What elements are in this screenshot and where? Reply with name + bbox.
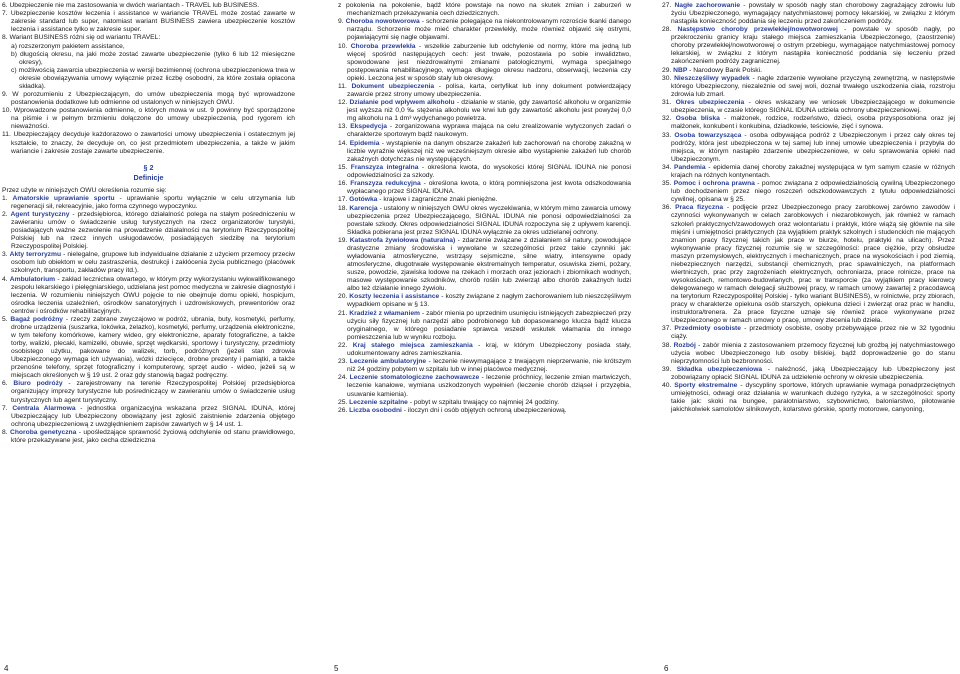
definition-term: Franszyza redukcyjna (350, 180, 421, 188)
item-text: - nagłe zdarzenie wywołane przyczyną zewnętrzną, w następstwie którego Ubezpieczony, niezależnie od swej woli, doznał trwałego uszkodzenia ciała, rozstroju zdrowia lub zmarł. (671, 74, 956, 98)
item-text: Ubezpieczenie nie ma zastosowania w dwóch wariantach - TRAVEL lub BUSINESS. (9, 2, 260, 9)
item-text: - zakład lecznictwa otwartego, w którym przy wykorzystaniu wykwalifikowanego zespołu lekarskiego i pielęgniarskiego, udzielana jest pomoc medyczna w zakresie diagnostyki i leczenia. W rozumieniu niniejszych OWU pojęcie to nie obejmuje domu opieki, hospicjum, ośrodka leczenia uzależnień, ośrodków sanatoryjnych i uzdrowiskowych, prewentoriów oraz centrów i ośrodków rehabilitacyjnych. (11, 275, 296, 315)
list-item (338, 399, 631, 407)
definition-term: Akty terroryzmu (9, 251, 62, 259)
list-item (338, 83, 631, 99)
item-number: 17. (338, 196, 348, 204)
item-text: - wszelkie zaburzenie lub odchylenie od normy, które ma jedną lub więcej spośród następujących cech: jest trwałe, pozostawia po sobie inwalidztwo, spowodowane jest niezdrowalnymi zmianami patologicznymi, wymaga specjalnego postępowania rehabilitacyjnego, wymaga długiego okresu nadzoru, obserwacji, leczenia czy opieki. Leczona jest w sposób stały lub okresowy. (347, 42, 632, 82)
item-number: 4. (2, 275, 8, 283)
list-item (338, 293, 631, 309)
item-number: 1. (2, 194, 8, 202)
list-item (662, 75, 955, 99)
list-item (662, 366, 955, 382)
list-item (2, 67, 295, 91)
item-text: - schorzenie polegające na niekontrolowanym rozroście tkanki danego narządu. Schorzenie może mieć charakter przewlekły, może również objawić się ostrymi, pojawiającymi się nagle objawami. (347, 18, 631, 42)
definition-term: Leczenie szpitalne (349, 398, 408, 406)
definition-term: Katastrofa żywiołowa (naturalna) (349, 236, 456, 244)
column-left (2, 2, 295, 445)
item-text: - okres wskazany we wniosek Ubezpieczającego w dokumencie ubezpieczenia, w czasie którego SIGNAL IDUNA udziela ochrony ubezpieczeniowej. (671, 99, 955, 115)
item-text: - małżonek, rodzice, rodzeństwo, dzieci, osoba przysposobiona oraz jej małżonek, konkubent i konkubina, dziadkowie, teściowie, zięć i synowa. (671, 115, 955, 131)
definition-term: Dokument ubezpieczenia (351, 82, 435, 90)
item-text: Wariant BUSINESS różni się od wariantu TRAVEL: (9, 34, 161, 42)
item-text: - nielegalne, grupowe lub indywidualne działanie z użyciem przemocy przeciw osobom lub obiektom w celu zastraszenia, destrukcji i zakłócenia życia publicznego (placówek szkolnych, transportu, zakładów pracy itd.). (11, 251, 295, 275)
item-number: 20. (338, 293, 348, 301)
item-number: 38. (662, 341, 672, 349)
definition-term: Pomoc i ochrona prawna (673, 180, 755, 188)
item-number: 6. (2, 380, 8, 388)
definition-term: Gotówka (349, 196, 378, 204)
item-number: 34. (662, 163, 672, 171)
definition-term: Osoba towarzysząca (674, 131, 742, 139)
item-number: 26. (338, 406, 348, 414)
definition-term: Pandemia (674, 163, 706, 171)
item-text: możliwością zawarcia ubezpieczenia w wersji bezimiennej (ochrona ubezpieczeniowa trwa w okresie obowiązywania umowy wyłącznie przez liczbę osobodni, za które została opłacona składka). (18, 66, 295, 90)
list-item (338, 2, 631, 18)
item-number: 12. (338, 99, 348, 107)
item-number: b) (11, 50, 17, 58)
item-number: 6. (2, 2, 8, 9)
item-number: 28. (662, 26, 672, 34)
definition-term: NBP (673, 66, 688, 74)
list-item (338, 18, 631, 42)
list-item (338, 180, 631, 196)
item-text: W porozumieniu z Ubezpieczającym, do umów ubezpieczenia mogą być wprowadzone postanowienia dodatkowe lub odmienne od ustalonych w niniejszych OWU. (11, 90, 296, 106)
list-item (2, 195, 295, 211)
list-item (662, 382, 955, 414)
item-text: - epidemia danej choroby zakaźnej występująca w tym samym czasie w różnych krajach na różnych kontynentach. (671, 163, 955, 179)
definition-term: Nagłe zachorowanie (674, 2, 741, 9)
item-number: 3. (2, 251, 8, 259)
list-item (338, 43, 631, 83)
list-item (2, 51, 295, 67)
list-item (338, 374, 631, 398)
list-item (2, 276, 295, 316)
list-item (2, 211, 295, 251)
list-item (2, 91, 295, 107)
item-text: - osoba odbywająca podróż z Ubezpieczonym i przez cały okres tej podróży, która jest ubezpieczona w tej samej lub innej umowie ubezpieczenia i przybyła do miejsca, w którym nastąpiło zdarzenie ubezpieczeniowe, w celu sprawowania opieki nad Ubezpieczonym. (671, 131, 955, 163)
list-item (338, 407, 631, 415)
list-item (338, 123, 631, 139)
list-item (2, 251, 295, 275)
item-text: - iloczyn dni i osób objętych ochroną ubezpieczeniową. (401, 406, 567, 414)
list-item (662, 164, 955, 180)
item-number: 37. (662, 325, 672, 333)
list-item (2, 107, 295, 131)
item-number: 31. (662, 99, 672, 107)
item-text: - przedsiębiorca, którego działalność polega na stałym pośredniczeniu w zawieraniu umów o świadczenie usług turystycznych na rzecz organizatorów turystyki, posiadających ważne zezwolenie na prowadzenie działalności na terytorium Rzeczypospolitej Polskiej lub na rzecz innych usługodawców, posiadających siedzibę na terytorium Rzeczypospolitej Polskiej. (11, 210, 295, 251)
page-number-center: 5 (334, 664, 339, 673)
definition-term: Bagaż podróżny (10, 315, 64, 323)
definition-term: Leczenie stomatologiczne zachowawcze (349, 374, 480, 382)
definition-term: Choroba nowotworowa (345, 18, 420, 26)
item-text: - leczenie niewymagające z trwającym nieprzerwanie, nie krótszym niż 24 godziny pobytem w szpitalu lub w innej placówce medycznej. (347, 358, 632, 374)
page-number-right: 6 (664, 664, 669, 673)
item-number: 32. (662, 115, 672, 123)
item-number: 22. (338, 341, 348, 349)
item-text: - Narodowy Bank Polski. (687, 66, 762, 74)
list-item (662, 26, 955, 66)
item-number: 8. (2, 428, 8, 436)
item-number: 21. (338, 309, 348, 317)
definition-term: Osoba bliska (675, 115, 720, 123)
item-number: 14. (338, 139, 348, 147)
list-item (2, 380, 295, 404)
list-item (338, 310, 631, 342)
definition-term: Ekspedycja (350, 123, 387, 131)
definition-term: Epidemia (349, 139, 380, 147)
list-item (338, 358, 631, 374)
definition-term: Działanie pod wpływem alkoholu (349, 99, 455, 107)
item-number: 27. (662, 2, 672, 9)
list-item (662, 204, 955, 325)
item-number: 11. (2, 131, 11, 139)
item-text: - jednostka organizacyjna wskazana przez SIGNAL IDUNA, której Ubezpieczający lub Ubezpieczony obowiązany jest zgłosić zaistnienie zdarzenia objętego ochroną ubezpieczeniową z uwzględnieniem zapisów zawartych w § 14 ust. 1. (11, 404, 295, 428)
item-text: - leczenie próchnicy, leczenie zmian martwiczych, leczenie kanałowe, wymiana uszkodzonych wypełnień (leczenie chorób dziąseł i przyzębia, usuwanie kamienia). (347, 374, 631, 398)
list-item (2, 316, 295, 380)
item-text: - pobyt w szpitalu trwający co najmniej 24 godziny. (407, 398, 560, 406)
item-number: 24. (338, 374, 348, 382)
list-item (338, 164, 631, 180)
item-number: 10. (2, 107, 12, 115)
definition-term: Choroba genetyczna (10, 428, 77, 436)
item-number: 16. (338, 180, 348, 188)
list-item (662, 180, 955, 204)
item-text: - krajowe i zagraniczne znaki pieniężne. (377, 196, 498, 204)
list-item (338, 237, 631, 293)
list-item (338, 205, 631, 237)
item-number: 40. (662, 382, 672, 390)
list-item (662, 325, 955, 341)
definition-term: Rozbój (673, 341, 696, 349)
section-title: Definicje (133, 172, 164, 182)
list-item (338, 99, 631, 123)
list-item (2, 429, 295, 445)
item-text: - zabór mienia po uprzednim usunięciu istniejących zabezpieczeń przy użyciu siły fizycznej lub narzędzi albo podrobionego lub dopasowanego klucza bądź klucza oryginalnego, w którego posiadanie sprawca wszedł wskutek włamania do innego pomieszczenia lub w wyniku rozboju. (347, 309, 631, 341)
item-number: 8. (2, 34, 8, 42)
list-item (338, 196, 631, 204)
definition-term: Kraj stałego miejsca zamieszkania (352, 341, 473, 349)
item-number: 15. (338, 163, 348, 171)
item-number: 9. (2, 90, 8, 98)
definition-term: Praca fizyczna (675, 204, 724, 212)
definition-term: Nieszczęśliwy wypadek (674, 74, 750, 82)
item-number: 13. (338, 123, 348, 131)
item-number: 18. (338, 204, 348, 212)
item-text: - działanie w stanie, gdy zawartość alkoholu w organizmie jest wyższa niż 0,0 ‰ stężenia alkoholu we krwi lub gdy zawartość alkoholu jest powyżej 0,0 mg alkoholu na 1 dm³ wydychanego powietrza. (347, 99, 632, 123)
item-text: - należność, jaką Ubezpieczający lub Ubezpieczony jest zobowiązany opłacić SIGNAL IDUNA za udzielenie ochrony w okresie ubezpieczenia. (671, 365, 956, 381)
item-text: z pokolenia na pokolenie, bądź które powstaje na nowo na skutek zmian i zaburzeń w mechanizmach przekazywania cech dziedzicznych. (338, 2, 631, 18)
definition-term: Okres ubezpieczenia (675, 99, 745, 107)
list-item (338, 342, 631, 358)
list-item (2, 43, 295, 51)
item-number: 7. (2, 10, 8, 18)
list-item (662, 2, 955, 26)
definition-term: Kradzież z włamaniem (349, 309, 420, 317)
definition-term: Następstwo choroby przewlekłej/nowotworowej (677, 26, 838, 34)
item-number: a) (11, 42, 17, 50)
definition-term: Biuro podróży (13, 380, 63, 388)
list-item (2, 2, 295, 10)
definition-term: Centrala Alarmowa (12, 404, 76, 412)
item-text: - zabór mienia z zastosowaniem przemocy fizycznej lub groźbą jej natychmiastowego użycia wobec Ubezpieczonego lub osoby bliskiej, bądź doprowadzenie go do stanu nieprzytomności lub bezbronności. (671, 341, 956, 365)
page-number-left: 4 (4, 664, 9, 673)
definition-term: Amatorskie uprawianie sportu (12, 194, 115, 202)
item-number: 9. (338, 18, 344, 26)
list-item (2, 34, 295, 42)
item-text: - powstałe w sposób nagły, po przekroczeniu granicy kraju stałego miejsca zamieszkania Ubezpieczonego, (zaostrzenie) choroby przewlekłej/nowotworowej o ostrym przebiegu, wymagające natychmiastowej pomocy lekarskiej, w związku z którym nastąpiła konieczność poddania się leczeniu przed zakończeniem podróży zagranicznej. (671, 26, 956, 66)
list-item (662, 67, 955, 75)
item-text: - upośledzające sprawność życiową odchylenie od stanu prawidłowego, które przekazywane jest, jako cecha dziedziczna (11, 428, 296, 445)
item-text: - powstały w sposób nagły stan chorobowy zagrażający zdrowiu lub życiu Ubezpieczonego, wymagający natychmiastowej pomocy lekarskiej, w związku z którym nastąpiła konieczność poddania się leczeniu przed zakończeniem podróży. (671, 2, 956, 26)
list-item (662, 342, 955, 366)
item-text: - uprawianie sportu wyłącznie w celu utrzymania lub regeneracji sił, rekreacyjnie, jako forma czynnego wypoczynku. (11, 194, 295, 210)
section-number: § 2 (143, 162, 154, 172)
item-number: 39. (662, 365, 672, 373)
item-text: - zorganizowana wyprawa mająca na celu zrealizowanie wytyczonych zadań o charakterze sportowym bądź naukowym. (347, 123, 632, 139)
definition-term: Koszty leczenia i assistance (349, 293, 440, 301)
item-text: Ubezpieczenie kosztów leczenia i assistance w wariancie TRAVEL może zostać zawarte w zakresie standard lub super, natomiast wariant BUSINESS zawiera ubezpieczenie kosztów leczenia i assistance tylko w zakresie super. (10, 10, 296, 34)
item-number: 5. (2, 315, 8, 323)
item-number: 33. (662, 131, 672, 139)
item-number: 7. (2, 404, 8, 412)
list-item (2, 131, 295, 155)
item-text: Ubezpieczający decyduje każdorazowo o zawartości umowy ubezpieczenia i ostatecznym jej kształcie, to znaczy, że decyduje on, co jest przedmiotem ubezpieczenia, a także w jakim wariancie i zakresie zostaje zawarte ubezpieczenie. (11, 131, 295, 155)
item-text: - dyscypliny sportowe, których uprawianie wymaga ponadprzeciętnych umiejętności, odwagi oraz działania w warunkach dużego ryzyka, a w szczególności: sporty takie jak: skoki na bungee, paralotniarstwo, szybownictwo, baloniarstwo, pilotowanie jakichkolwiek samolotów silnikowych, kolarstwo górskie, sporty motorowe, canyoning, (671, 382, 956, 414)
item-text: - zarejestrowany na terenie Rzeczypospolitej Polskiej przedsiębiorca organizujący imprezy turystyczne lub pośredniczący w zawieraniu umów o świadczenie usług turystycznych lub agent turystyczny. (11, 380, 295, 404)
item-number: 25. (338, 398, 348, 406)
item-number: 10. (338, 42, 348, 50)
item-number: 19. (338, 236, 348, 244)
item-text: - kraj, w którym Ubezpieczony posiada stały, udokumentowany adres zamieszkania. (347, 341, 632, 357)
item-number: 23. (338, 358, 348, 366)
list-item (2, 405, 295, 429)
list-item (662, 99, 955, 115)
definition-term: Ambulatorium (9, 275, 56, 283)
item-text: rozszerzonym pakietem assistance, (18, 42, 125, 50)
item-text: - określona kwota, do wysokości której SIGNAL IDUNA nie ponosi odpowiedzialności za szkody. (347, 163, 631, 179)
item-text: - pomoc związana z odpowiedzialnością cywilną Ubezpieczonego lub dochodzeniem przez niego roszczeń odszkodowawczych z tytułu odpowiedzialności cywilnej, opisana w § 25. (671, 180, 956, 204)
item-text: - określona kwota, o którą pomniejszona jest kwota odszkodowania wypłacanego przez SIGNAL IDUNA. (347, 180, 631, 196)
definition-term: Choroba przewlekła (350, 42, 416, 50)
item-number: 30. (662, 74, 672, 82)
list-item (338, 140, 631, 164)
definition-term: Leczenie ambulatoryjne (349, 358, 427, 366)
item-number: 35. (662, 180, 672, 188)
item-text: - wystąpienie na danym obszarze zakażeń lub zachorowań na chorobę zakaźną w liczbie wyraźnie większej niż we wcześniejszym okresie albo wystąpienie zakażeń lub chorób zakaźnych dotychczas nie występujących. (347, 139, 632, 163)
item-text: - rzeczy zabrane zwyczajowo w podróż, ubrania, buty, kosmetyki, perfumy, drobne urządzenia (suszarka, lokówka, żelazko), kosmetyki, perfumy, urządzenia elektroniczne, w tym telefony komórkowe, kamery wideo, gry elektroniczne, aparaty fotograficzne, a także torby, walizki, plecaki, kamizelki, obuwie, sprzęt wędkarski, sportowy i turystyczny, przedmioty osobistego użytku, pakowane do walizek, torb, podróżnych (jeżeli stan zdrowia Ubezpieczonego wymaga ich używania), wózki dziecięce, drobne prezenty i pamiątki, a także przenośne telefony, sprzęt fotograficzny i komputerowy, sprzęt audio - wideo, jeżeli są w miejscach określonych w § 19 ust. 2 oraz gdy stanowią bagaż podręczny. (11, 315, 295, 380)
item-number: 29. (662, 66, 672, 74)
item-number: 36. (662, 204, 672, 212)
item-text: - polisa, karta, certyfikat lub inny dokument potwierdzający zawarcie przez strony umowy ubezpieczenia. (347, 82, 631, 98)
definition-term: Liczba osobodni (349, 406, 402, 414)
item-text: - podjęcie przez Ubezpieczonego pracy zarobkowej zarówno zawodów i czynności wykonywanych w celach zarobkowych i niezarobkowych, jak również w ramach szkoleń praktycznych/zawodowych oraz wolontariatu i praktyk, które wiążą się głównie na sile mięśni i umiejętności praktycznych (za wyjątkiem praktyk szkolnych i studenckich nie mających znamion pracy fizycznej takich jak prace w biurze, hotelu, praktyki na ulicach). Przez wykonywanie pracy fizycznej rozumie się w szczególności: prace ciężkie, przy obsłudze maszyn przemysłowych, elektrycznych i mechanicznych, prace na wysokościach i pod ziemią, niebezpiecznych narzędzi, substancji chemicznych, prac spawalniczych, na platformach wiertniczych, prac przy zagrożeniach elektrycznych, ochroniarza, prace rolnicze, prace na wysokościach, remontowo-budowlanych, prac w transporcie (za wyjątkiem pracy kierowcy delegowanego w ramach delegacji służbowej pracy, w ramach umowy zawartej z pracodawcą na terytorium Rzeczypospolitej Polskiej - tylko wariant BUSINESS), w rolnictwie, przy zbiorach, pracy w charakterze opiekuna osób starszych, opiekuna dzieci i zwierząt oraz prac w handlu, instruktora/trenera. Za prace fizyczne uznaje się również prace wykonywane przez Ubezpieczonego w ramach umowy o pracę, umowy zlecenia lub dzieła. (671, 204, 955, 325)
item-text: długością okresu, na jaki może zostać zawarte ubezpieczenie (tylko 6 lub 12 miesięczne okresy), (19, 50, 296, 66)
definition-term: Agent turystyczny (10, 210, 70, 218)
definition-term: Sporty ekstremalne (674, 382, 738, 390)
item-text: Wprowadzone postanowienia odmienne, o których mowa w ust. 9 powinny być sporządzone na piśmie i w pełnym brzmieniu dołączone do umowy ubezpieczenia, pod rygorem ich nieważności. (11, 107, 295, 131)
item-text: - ustalony w niniejszych OWU okres wyczekiwania, w którym mimo zawarcia umowy ubezpieczenia przez Ubezpieczającego, SIGNAL IDUNA nie ponosi odpowiedzialności za powstałe szkody. Okres odpowiedzialności SIGNAL IDUNA rozpoczyna się z upływem karencji. Składka pobierana jest przez SIGNAL IDUNA wyłącznie za okres udzielanej ochrony. (347, 204, 632, 236)
definition-term: Franszyza integralna (350, 163, 419, 171)
column-right (662, 2, 955, 414)
list-item (662, 132, 955, 164)
list-item (2, 10, 295, 34)
definitions-intro: Przez użyte w niniejszych OWU określenia rozumie się: (2, 186, 167, 194)
item-number: c) (11, 66, 17, 74)
item-text: - koszty związane z nagłym zachorowaniem lub nieszczęśliwym wypadkiem opisane w § 13. (347, 293, 631, 309)
definition-term: Składka ubezpieczeniowa (676, 365, 763, 373)
item-text: - zdarzenie związane z działaniem sił natury, powodujące drastyczne zmiany środowiska i wywołane w szczególności przez takie czynniki jak: wyładowania atmosferyczne, wstrząsy sejsmiczne, silne wiatry, intensywne opady atmosferyczne, długotrwałe występowanie ekstremalnych temperatur, osuwiska ziemi, pożary, susze, powodzie, zjawiska lodowe na rzekach i morzach oraz jeziorach i zbiornikach wodnych, masowe występowanie szkodników, chorób roślin lub zwierząt albo chorób zakaźnych ludzi albo też działanie innego żywiołu. (347, 236, 631, 293)
column-middle (338, 2, 631, 415)
definition-term: Przedmioty osobiste (674, 325, 741, 333)
list-item (662, 115, 955, 131)
definition-term: Karencja (349, 204, 378, 212)
item-number: 11. (338, 82, 347, 90)
item-text: - przedmioty osobiste, osoby przebywające przez nie w 32 tygodniu ciąży. (671, 325, 956, 341)
item-number: 2. (2, 210, 8, 218)
